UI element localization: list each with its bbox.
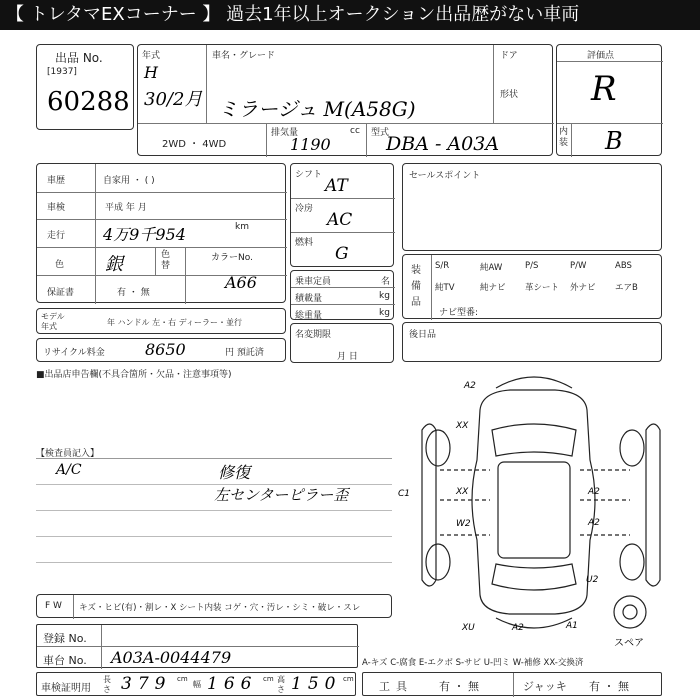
equipment-item: P/S: [525, 261, 539, 271]
wheel-fr: [620, 430, 644, 466]
roof-outline: [498, 462, 570, 558]
lot-box: [36, 44, 134, 130]
equipment-grid: [435, 259, 659, 299]
inspector-label: 【検査員記入】: [36, 449, 100, 459]
tools-value: 有 ・ 無: [439, 680, 479, 693]
certificate-row: [36, 672, 356, 696]
ac-value: AC: [327, 210, 353, 230]
mark-u2: U2: [586, 575, 599, 585]
warranty-label: 保証書: [47, 288, 75, 298]
lot-label: 出品 No.: [55, 51, 103, 65]
spec-box: [290, 163, 394, 267]
color-code-label: 色 替: [161, 250, 171, 271]
inspector-note-repair: 修復: [218, 463, 251, 482]
equipment-label: 装備品: [411, 265, 421, 308]
equipment-item: 外ナビ: [570, 283, 596, 293]
chassis-label: 車台 No.: [43, 654, 87, 667]
fw-value: キズ・ヒビ(有)・割レ・X シート内装 コゲ・穴・汚レ・シミ・破レ・スレ: [79, 603, 361, 613]
color-label: 色: [55, 260, 65, 270]
displacement-unit: cc: [350, 126, 360, 136]
length-value: 379: [121, 674, 172, 694]
year-label: 年式: [142, 51, 161, 61]
ac-label: 冷房: [295, 204, 314, 214]
detail-box-left: [36, 163, 286, 303]
vehicle-name: ミラージュ M(A58G): [218, 97, 416, 121]
capacity-unit: 名: [381, 277, 391, 287]
mark-xx-front: XX: [456, 421, 469, 431]
registration-box: [36, 624, 358, 668]
wheel-rr: [620, 544, 644, 580]
rear-bumper: [496, 618, 572, 628]
evaluation-box: [556, 44, 662, 156]
model-label: 型式: [371, 128, 390, 138]
mark-xx-door: XX: [456, 487, 469, 497]
name-label: 車名・グレード: [212, 51, 276, 61]
windshield-outline: [492, 424, 576, 456]
navi-label: ナビ型番:: [439, 308, 479, 318]
history-label: 車歴: [47, 176, 66, 186]
recycle-value: 8650: [145, 340, 186, 359]
sales-box: [402, 163, 662, 251]
mark-c1: C1: [398, 489, 411, 499]
equipment-item: エアB: [615, 283, 638, 293]
width-value: 166: [207, 674, 258, 694]
weight-label: 総重量: [295, 311, 323, 321]
score-label: 評価点: [587, 51, 615, 61]
model-year-value: 年 ハンドル 左・右 ディーラー・並行: [107, 318, 242, 327]
color-value: 銀: [105, 254, 123, 275]
width-label: 幅: [193, 680, 201, 689]
spare-tire-hub: [623, 605, 637, 619]
shift-label: シフト: [295, 170, 323, 180]
name-change-box: [290, 323, 394, 363]
model: DBA - A03A: [386, 133, 500, 155]
inspector-note-ac: A/C: [56, 462, 82, 478]
mark-a2-rear-right: A2: [588, 487, 600, 497]
mileage-value: 4万9千954: [103, 225, 186, 244]
length-label: 長さ: [103, 675, 111, 694]
mileage-unit: km: [235, 222, 249, 232]
displacement-label: 排気量: [271, 128, 299, 138]
inspector-note-pillar: 左センターピラー歪: [214, 486, 349, 504]
mark-a2-rear: A2: [512, 623, 524, 633]
mark-a2-front: A2: [464, 381, 476, 391]
mark-w2: W2: [456, 519, 471, 529]
displacement: 1190: [290, 135, 331, 154]
shape-label: 形状: [500, 90, 519, 100]
length-unit: cm: [177, 675, 188, 683]
recycle-label: リサイクル料金: [43, 348, 105, 358]
certificate-label: 車検証明用: [41, 683, 91, 694]
height-value: 150: [291, 674, 342, 694]
era: H: [144, 63, 158, 82]
inspection-value: 平成 年 月: [105, 203, 147, 213]
colorno-value: A66: [225, 273, 257, 292]
equipment-item: ABS: [615, 261, 632, 271]
mark-xu-rear: XU: [462, 623, 475, 633]
jack-value: 有 ・ 無: [589, 680, 629, 693]
fw-label: F W: [45, 601, 62, 611]
shift-value: AT: [325, 176, 348, 196]
door-label: ドア: [500, 51, 518, 61]
name-change-label: 名変期限: [295, 330, 332, 340]
front-bumper: [496, 377, 572, 388]
equipment-item: S/R: [435, 261, 450, 271]
header-title: 【 トレタマEXコーナー 】 過去1年以上オークション出品歴がない車両: [0, 0, 700, 30]
year-month: 30/2月: [144, 89, 203, 110]
fw-row: [36, 594, 392, 618]
car-diagram: [400, 370, 690, 650]
mark-a1-rear: A1: [566, 621, 578, 631]
recycle-unit: 円 預託済: [225, 348, 264, 358]
vehicle-box: [137, 44, 553, 156]
equipment-item: P/W: [570, 261, 587, 271]
equipment-item: 純ナビ: [480, 283, 506, 293]
later-label: 後日品: [409, 330, 437, 340]
mark-a2-right-door: A2: [588, 518, 600, 528]
seller-notes-label: ■出品店申告欄(不具合箇所・欠品・注意事項等): [36, 370, 232, 380]
height-unit: cm: [343, 675, 354, 683]
name-change-value: 月 日: [337, 352, 358, 362]
weight-unit: kg: [379, 308, 390, 318]
width-unit: cm: [263, 675, 274, 683]
chassis-value: A03A-0044479: [111, 648, 232, 667]
history-value: 自家用 ・ ( ): [103, 176, 155, 186]
tools-box: [362, 672, 662, 696]
model-year-row: [36, 308, 286, 334]
capacity-box: [290, 270, 394, 320]
interior: B: [605, 127, 623, 155]
colorno-label: カラーNo.: [211, 253, 253, 263]
wheel-rl: [426, 544, 450, 580]
spare-tire: [614, 596, 646, 628]
load-unit: kg: [379, 291, 390, 301]
damage-legend: A-キズ C-腐食 E-エクボ S-サビ U-凹ミ W-補修 XX-交換済: [362, 658, 584, 668]
drive-label: 2WD ・ 4WD: [162, 139, 227, 150]
jack-label: ジャッキ: [523, 680, 567, 693]
fuel-label: 燃料: [295, 238, 314, 248]
model-year-label: モデル年式: [41, 312, 65, 331]
tools-label: 工具: [379, 680, 413, 693]
warranty-value: 有 ・ 無: [117, 288, 150, 298]
height-label: 高さ: [277, 675, 285, 694]
left-side-view: [422, 424, 436, 586]
recycle-row: [36, 338, 286, 362]
equipment-item: 純TV: [435, 283, 455, 293]
interior-label: 内装: [559, 127, 569, 148]
later-box: [402, 322, 662, 362]
capacity-label: 乗車定員: [295, 277, 332, 287]
right-side-view: [646, 424, 660, 586]
score: R: [591, 69, 617, 109]
wheel-fl: [426, 430, 450, 466]
rear-window-outline: [492, 564, 576, 590]
sales-label: セールスポイント: [409, 171, 481, 181]
spare-label: スペア: [614, 638, 644, 649]
load-label: 積載量: [295, 294, 323, 304]
equipment-item: 革シート: [525, 283, 560, 293]
inspection-label: 車検: [47, 203, 66, 213]
equipment-item: 純AW: [480, 263, 503, 273]
fuel-value: G: [335, 244, 349, 264]
lot-sub: [1937]: [47, 67, 77, 77]
equipment-box: [402, 254, 662, 319]
lot-number: 60288: [47, 87, 130, 117]
mileage-label: 走行: [47, 231, 66, 241]
registration-label: 登録 No.: [43, 632, 87, 645]
